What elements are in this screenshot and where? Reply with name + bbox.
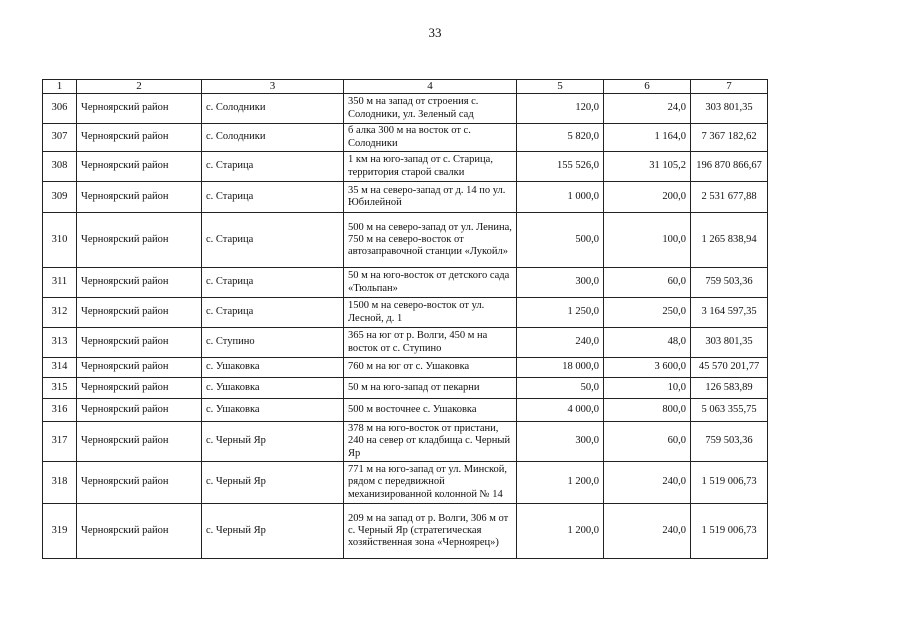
table-row <box>43 399 768 422</box>
value-col7-cell: 2 531 677,88 <box>691 182 768 213</box>
row-number: 312 <box>43 298 77 328</box>
location-cell: 35 м на северо-запад от д. 14 по ул. Юбилейной <box>344 182 517 213</box>
value-col6-cell: 1 164,0 <box>604 124 691 152</box>
settlement-cell: с. Черный Яр <box>202 504 344 559</box>
district-cell: Черноярский район <box>77 378 202 399</box>
settlement-cell: с. Старица <box>202 268 344 298</box>
location-cell: 209 м на запад от р. Волги, 306 м от с. Черный Яр (стратегическая хозяйственная зона «Черноярец») <box>344 504 517 559</box>
row-number: 314 <box>43 358 77 378</box>
table-row <box>43 504 768 559</box>
land-plots-table <box>42 79 768 559</box>
table-row <box>43 298 768 328</box>
district-cell: Черноярский район <box>77 358 202 378</box>
table-body <box>43 80 768 559</box>
value-col6-cell: 200,0 <box>604 182 691 213</box>
value-col6-cell: 60,0 <box>604 422 691 462</box>
settlement-cell: с. Солодники <box>202 94 344 124</box>
table-row <box>43 152 768 182</box>
district-cell: Черноярский район <box>77 462 202 504</box>
table-row <box>43 182 768 213</box>
table-row <box>43 422 768 462</box>
settlement-cell: с. Ушаковка <box>202 399 344 422</box>
district-cell: Черноярский район <box>77 124 202 152</box>
district-cell: Черноярский район <box>77 94 202 124</box>
column-header: 6 <box>604 80 691 94</box>
table-row <box>43 358 768 378</box>
value-col5-cell: 4 000,0 <box>517 399 604 422</box>
value-col5-cell: 1 200,0 <box>517 504 604 559</box>
district-cell: Черноярский район <box>77 399 202 422</box>
value-col6-cell: 31 105,2 <box>604 152 691 182</box>
row-number: 317 <box>43 422 77 462</box>
column-header: 4 <box>344 80 517 94</box>
district-cell: Черноярский район <box>77 422 202 462</box>
value-col7-cell: 1 519 006,73 <box>691 504 768 559</box>
column-header: 2 <box>77 80 202 94</box>
row-number: 307 <box>43 124 77 152</box>
value-col6-cell: 48,0 <box>604 328 691 358</box>
value-col7-cell: 303 801,35 <box>691 328 768 358</box>
district-cell: Черноярский район <box>77 268 202 298</box>
table-row <box>43 213 768 268</box>
value-col6-cell: 800,0 <box>604 399 691 422</box>
table-row <box>43 94 768 124</box>
page-number: 33 <box>428 25 442 40</box>
row-number: 319 <box>43 504 77 559</box>
location-cell: 50 м на юго-восток от детского сада «Тюльпан» <box>344 268 517 298</box>
value-col7-cell: 126 583,89 <box>691 378 768 399</box>
value-col6-cell: 250,0 <box>604 298 691 328</box>
value-col7-cell: 45 570 201,77 <box>691 358 768 378</box>
row-number: 313 <box>43 328 77 358</box>
location-cell: 365 на юг от р. Волги, 450 м на восток от с. Ступино <box>344 328 517 358</box>
value-col7-cell: 196 870 866,67 <box>691 152 768 182</box>
district-cell: Черноярский район <box>77 182 202 213</box>
value-col5-cell: 50,0 <box>517 378 604 399</box>
table-row <box>43 268 768 298</box>
column-header: 3 <box>202 80 344 94</box>
location-cell: 1500 м на северо-восток от ул. Лесной, д. 1 <box>344 298 517 328</box>
settlement-cell: с. Старица <box>202 182 344 213</box>
settlement-cell: с. Черный Яр <box>202 462 344 504</box>
column-header: 7 <box>691 80 768 94</box>
district-cell: Черноярский район <box>77 298 202 328</box>
value-col5-cell: 500,0 <box>517 213 604 268</box>
value-col6-cell: 10,0 <box>604 378 691 399</box>
value-col5-cell: 1 250,0 <box>517 298 604 328</box>
settlement-cell: с. Ушаковка <box>202 378 344 399</box>
value-col6-cell: 100,0 <box>604 213 691 268</box>
value-col7-cell: 5 063 355,75 <box>691 399 768 422</box>
location-cell: 1 км на юго-запад от с. Старица, территория старой свалки <box>344 152 517 182</box>
value-col5-cell: 1 000,0 <box>517 182 604 213</box>
table-row <box>43 124 768 152</box>
settlement-cell: с. Старица <box>202 213 344 268</box>
value-col6-cell: 24,0 <box>604 94 691 124</box>
location-cell: 350 м на запад от строения с. Солодники, ул. Зеленый сад <box>344 94 517 124</box>
value-col7-cell: 759 503,36 <box>691 422 768 462</box>
location-cell: 500 м на северо-запад от ул. Ленина, 750 м на северо-восток от автозаправочной станции «Лукойл» <box>344 213 517 268</box>
row-number: 316 <box>43 399 77 422</box>
value-col7-cell: 303 801,35 <box>691 94 768 124</box>
location-cell: 760 м на юг от с. Ушаковка <box>344 358 517 378</box>
value-col6-cell: 60,0 <box>604 268 691 298</box>
value-col6-cell: 240,0 <box>604 462 691 504</box>
value-col5-cell: 5 820,0 <box>517 124 604 152</box>
value-col6-cell: 3 600,0 <box>604 358 691 378</box>
value-col5-cell: 155 526,0 <box>517 152 604 182</box>
settlement-cell: с. Черный Яр <box>202 422 344 462</box>
row-number: 310 <box>43 213 77 268</box>
row-number: 309 <box>43 182 77 213</box>
value-col5-cell: 300,0 <box>517 422 604 462</box>
value-col7-cell: 1 519 006,73 <box>691 462 768 504</box>
column-number-row <box>43 80 768 94</box>
settlement-cell: с. Ступино <box>202 328 344 358</box>
value-col7-cell: 759 503,36 <box>691 268 768 298</box>
table-row <box>43 328 768 358</box>
column-header: 5 <box>517 80 604 94</box>
value-col5-cell: 240,0 <box>517 328 604 358</box>
value-col5-cell: 300,0 <box>517 268 604 298</box>
district-cell: Черноярский район <box>77 504 202 559</box>
value-col7-cell: 1 265 838,94 <box>691 213 768 268</box>
table-row <box>43 378 768 399</box>
row-number: 311 <box>43 268 77 298</box>
settlement-cell: с. Солодники <box>202 124 344 152</box>
row-number: 306 <box>43 94 77 124</box>
value-col5-cell: 120,0 <box>517 94 604 124</box>
location-cell: 50 м на юго-запад от пекарни <box>344 378 517 399</box>
value-col5-cell: 1 200,0 <box>517 462 604 504</box>
district-cell: Черноярский район <box>77 328 202 358</box>
location-cell: 500 м восточнее с. Ушаковка <box>344 399 517 422</box>
row-number: 318 <box>43 462 77 504</box>
district-cell: Черноярский район <box>77 213 202 268</box>
value-col5-cell: 18 000,0 <box>517 358 604 378</box>
location-cell: б алка 300 м на восток от с. Солодники <box>344 124 517 152</box>
location-cell: 771 м на юго-запад от ул. Минской, рядом с передвижной механизированной колонной № 14 <box>344 462 517 504</box>
settlement-cell: с. Старица <box>202 152 344 182</box>
row-number: 308 <box>43 152 77 182</box>
column-header: 1 <box>43 80 77 94</box>
value-col6-cell: 240,0 <box>604 504 691 559</box>
row-number: 315 <box>43 378 77 399</box>
location-cell: 378 м на юго-восток от пристани, 240 на север от кладбища с. Черный Яр <box>344 422 517 462</box>
value-col7-cell: 3 164 597,35 <box>691 298 768 328</box>
settlement-cell: с. Ушаковка <box>202 358 344 378</box>
settlement-cell: с. Старица <box>202 298 344 328</box>
value-col7-cell: 7 367 182,62 <box>691 124 768 152</box>
table-row <box>43 462 768 504</box>
district-cell: Черноярский район <box>77 152 202 182</box>
